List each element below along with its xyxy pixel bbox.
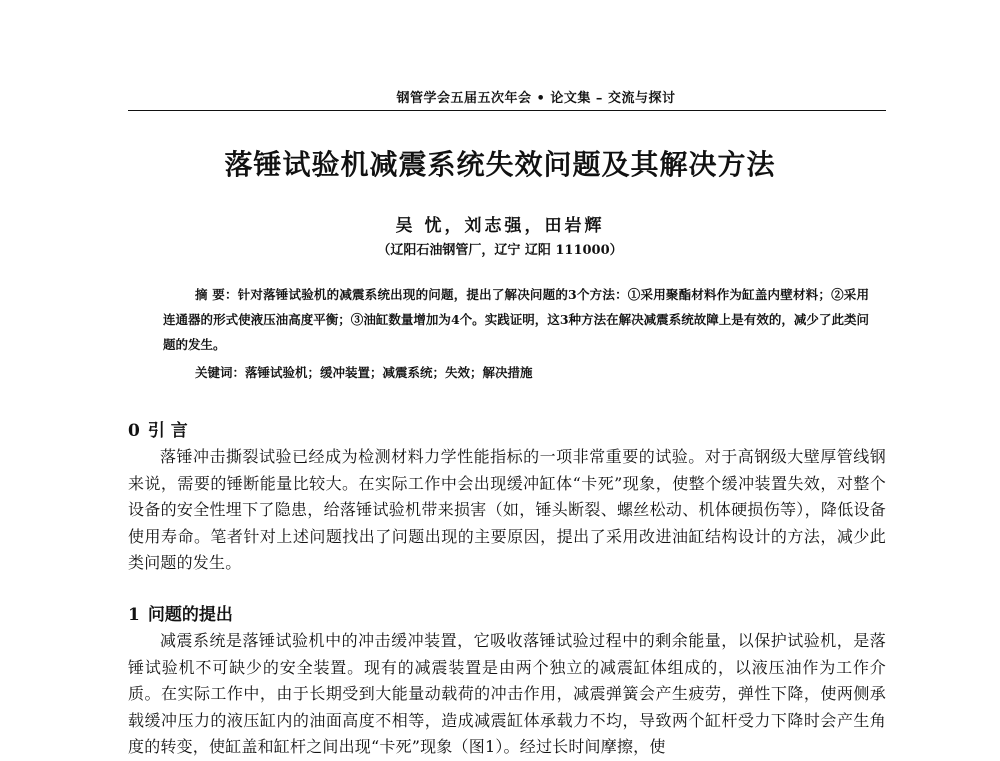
header-rule <box>128 110 886 111</box>
abstract-body <box>163 282 869 357</box>
affiliation: （辽阳石油钢管厂，辽宁 辽阳 111000） <box>377 243 623 258</box>
section-number: 0 <box>128 421 140 441</box>
section-body: 减震系统是落锤试验机中的冲击缓冲装置，它吸收落锤试验过程中的剩余能量，以保护试验机，是落锤试验机不可缺少的安全装置。现有的减震装置是由两个独立的减震缸体组成的，以液压油作为工作介质。在实际工作中，由于长期受到大能量动载荷的冲击作用，减震弹簧会产生疲劳，弹性下降，使两侧承载缓冲压力的液压缸内的油面高度不相等，造成减震缸体承载力不均，导致两个缸杆受力下降时会产生角度的转变，使缸盖和缸杆之间出现“卡死”现象（图1）。经过长时间摩擦，使 <box>128 631 886 756</box>
keywords-text: 落锤试验机；缓冲装置；减震系统；失效；解决措施 <box>245 365 533 380</box>
section-introduction <box>128 418 886 577</box>
section-heading <box>128 418 886 444</box>
section-title: 问题的提出 <box>147 605 233 625</box>
section-number: 1 <box>128 605 140 625</box>
authors: 吴 忧，刘志强，田岩辉 <box>395 216 605 236</box>
section-problem-statement <box>128 602 886 761</box>
running-head: 钢管学会五届五次年会 • 论文集 – 交流与探讨 <box>396 91 676 106</box>
abstract-text: 针对落锤试验机的减震系统出现的问题，提出了解决问题的3个方法：①采用聚酯材料作为缸盖内壁材料；②采用连通器的形式使液压油高度平衡；③油缸数量增加为4个。实践证明，这3种方法在解决减震系统故障上是有效的，减少了此类问题的发生。 <box>163 287 869 352</box>
paper-title: 落锤试验机减震系统失效问题及其解决方法 <box>224 148 776 181</box>
abstract <box>163 282 869 385</box>
abstract-label: 摘 要： <box>195 287 238 302</box>
section-body: 落锤冲击撕裂试验已经成为检测材料力学性能指标的一项非常重要的试验。对于高钢级大壁厚管线钢来说，需要的锤断能量比较大。在实际工作中会出现缓冲缸体“卡死”现象，使整个缓冲装置失效，对整个设备的安全性埋下了隐患，给落锤试验机带来损害（如，锤头断裂、螺丝松动、机体硬损伤等），降低设备使用寿命。笔者针对上述问题找出了问题出现的主要原因，提出了采用改进油缸结构设计的方法，减少此类问题的发生。 <box>128 447 886 572</box>
section-title: 引 言 <box>147 421 188 441</box>
section-heading <box>128 602 886 628</box>
keywords-label: 关键词： <box>195 365 246 380</box>
keywords <box>163 360 869 385</box>
